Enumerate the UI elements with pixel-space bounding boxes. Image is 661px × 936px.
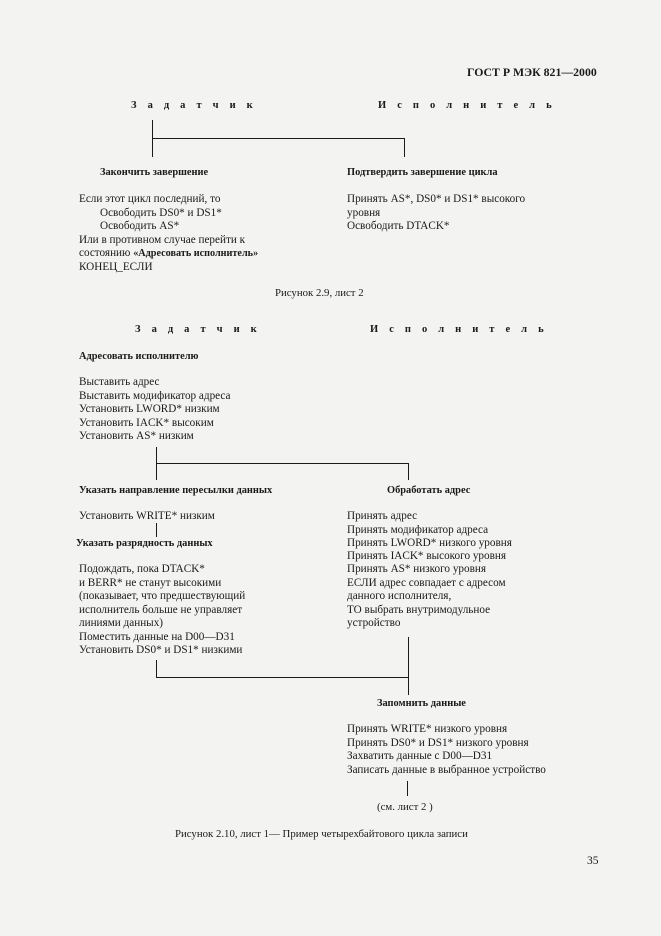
- width-line: Поместить данные на D00—D31: [79, 631, 235, 643]
- process-line: Принять LWORD* низкого уровня: [347, 537, 512, 549]
- process-line: ЕСЛИ адрес совпадает с адресом: [347, 577, 506, 589]
- address-line: Установить LWORD* низким: [79, 403, 220, 415]
- process-line: ТО выбрать внутримодульное: [347, 604, 491, 616]
- slave-block-title: Подтвердить завершение цикла: [347, 167, 498, 178]
- width-line: и BERR* не станут высокими: [79, 577, 222, 589]
- flow-line: [156, 677, 409, 678]
- store-line: Принять WRITE* низкого уровня: [347, 723, 508, 735]
- figure-caption: Рисунок 2.10, лист 1— Пример четырехбайтового цикла записи: [175, 828, 468, 840]
- address-line: Установить AS* низким: [79, 430, 194, 442]
- process-line: Принять модификатор адреса: [347, 524, 489, 536]
- flow-line: [156, 660, 157, 678]
- process-block-title: Обработать адрес: [387, 485, 471, 496]
- master-line: Или в противном случае перейти к: [79, 234, 246, 246]
- master-line: Освободить AS*: [100, 220, 180, 232]
- store-line: Принять DS0* и DS1* низкого уровня: [347, 737, 529, 749]
- slave-line: уровня: [347, 207, 381, 219]
- master-line: Освободить DS0* и DS1*: [100, 207, 222, 219]
- flow-line: [408, 463, 409, 480]
- process-line: Принять адрес: [347, 510, 418, 522]
- process-line: Принять AS* низкого уровня: [347, 563, 487, 575]
- document-standard-number: ГОСТ Р МЭК 821—2000: [467, 65, 597, 79]
- figure-caption: Рисунок 2.9, лист 2: [275, 287, 364, 299]
- master-block-title: Закончить завершение: [100, 167, 209, 178]
- flow-line: [152, 138, 405, 139]
- master-column-title: З а д а т ч и к: [135, 324, 261, 335]
- direction-line: Установить WRITE* низким: [79, 510, 215, 522]
- store-line: Записать данные в выбранное устройство: [347, 764, 546, 776]
- slave-column-title: И с п о л н и т е л ь: [370, 324, 548, 335]
- master-line: КОНЕЦ_ЕСЛИ: [79, 261, 153, 273]
- direction-block-title: Указать направление пересылки данных: [79, 485, 273, 496]
- width-line: Подождать, пока DTACK*: [79, 563, 205, 575]
- width-line: (показывает, что предшествующий: [79, 590, 246, 602]
- master-line-state-prefix: состоянию: [79, 247, 134, 259]
- process-line: Принять IACK* высокого уровня: [347, 550, 507, 562]
- slave-line: Освободить DTACK*: [347, 220, 450, 232]
- master-line-state: [79, 247, 258, 260]
- flow-line: [156, 523, 157, 537]
- address-line: Установить IACK* высоким: [79, 417, 214, 429]
- store-block-title: Запомнить данные: [377, 698, 466, 709]
- flow-line: [408, 637, 409, 695]
- width-line: Установить DS0* и DS1* низкими: [79, 644, 243, 656]
- continuation-note: (см. лист 2 ): [377, 801, 433, 813]
- page-number: 35: [587, 855, 599, 867]
- master-line-state-name: «Адресовать исполнитель»: [133, 248, 259, 259]
- address-block-title: Адресовать исполнителю: [79, 351, 199, 362]
- address-line: Выставить модификатор адреса: [79, 390, 231, 402]
- flow-line: [404, 138, 405, 157]
- width-block-title: Указать разрядность данных: [76, 538, 213, 549]
- width-line: линиями данных): [79, 617, 164, 629]
- slave-column-title: И с п о л н и т е л ь: [378, 100, 556, 111]
- master-line: Если этот цикл последний, то: [79, 193, 221, 205]
- address-line: Выставить адрес: [79, 376, 160, 388]
- master-column-title: З а д а т ч и к: [131, 100, 257, 111]
- process-line: устройство: [347, 617, 401, 629]
- flow-line: [156, 463, 409, 464]
- store-line: Захватить данные с D00—D31: [347, 750, 493, 762]
- process-line: данного исполнителя,: [347, 590, 452, 602]
- slave-line: Принять AS*, DS0* и DS1* высокого: [347, 193, 526, 205]
- width-line: исполнитель больше не управляет: [79, 604, 243, 616]
- flow-line: [407, 781, 408, 796]
